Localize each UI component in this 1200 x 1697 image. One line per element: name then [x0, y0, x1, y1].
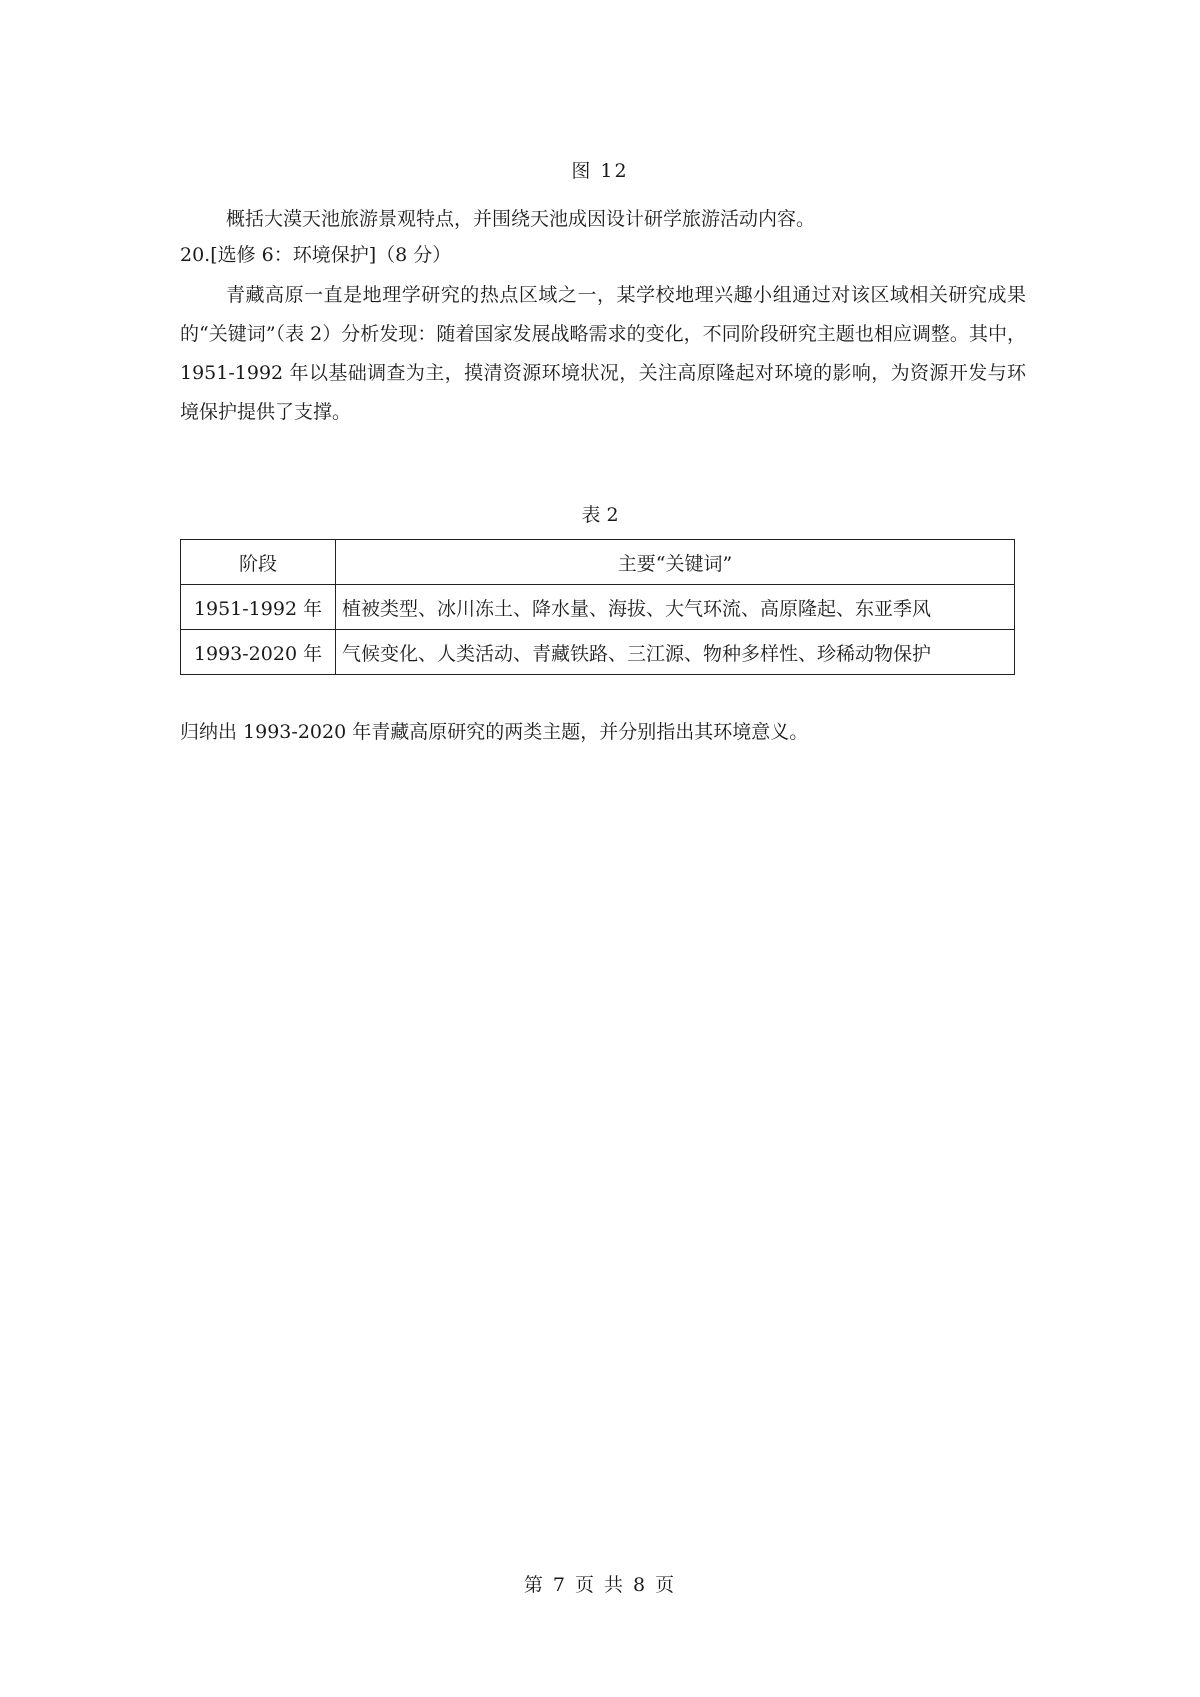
keywords-cell: 植被类型、冰川冻土、降水量、海拔、大气环流、高原隆起、东亚季风 — [336, 585, 1015, 630]
table-header-row — [181, 540, 1015, 585]
question-19-task: 概括大漠天池旅游景观特点，并围绕天池成因设计研学旅游活动内容。 — [226, 208, 816, 230]
stage-cell: 1993-2020 年 — [181, 630, 336, 675]
table-caption: 表 2 — [581, 504, 619, 526]
question-20-paragraph: 青藏高原一直是地理学研究的热点区域之一，某学校地理兴趣小组通过对该区域相关研究成果的“关键词”（表 2）分析发现：随着国家发展战略需求的变化，不同阶段研究主题也相应调整。其中，1951-1992 年以基础调查为主，摸清资源环境状况，关注高原隆起对环境的影响，为资源开发与环境保护提供了支撑。 — [180, 284, 1026, 423]
keywords-cell: 气候变化、人类活动、青藏铁路、三江源、物种多样性、珍稀动物保护 — [336, 630, 1015, 675]
header-stage: 阶段 — [181, 540, 336, 585]
page-footer: 第 7 页 共 8 页 — [523, 1574, 677, 1596]
question-20-header: 20.[选修 6：环境保护]（8 分） — [180, 244, 452, 266]
figure-caption: 图 12 — [571, 160, 629, 182]
keywords-table — [180, 539, 1015, 675]
stage-cell: 1951-1992 年 — [181, 585, 336, 630]
question-20-task: 归纳出 1993-2020 年青藏高原研究的两类主题，并分别指出其环境意义。 — [180, 721, 809, 743]
table-row — [181, 585, 1015, 630]
table-row — [181, 630, 1015, 675]
header-keywords: 主要“关键词” — [336, 540, 1015, 585]
